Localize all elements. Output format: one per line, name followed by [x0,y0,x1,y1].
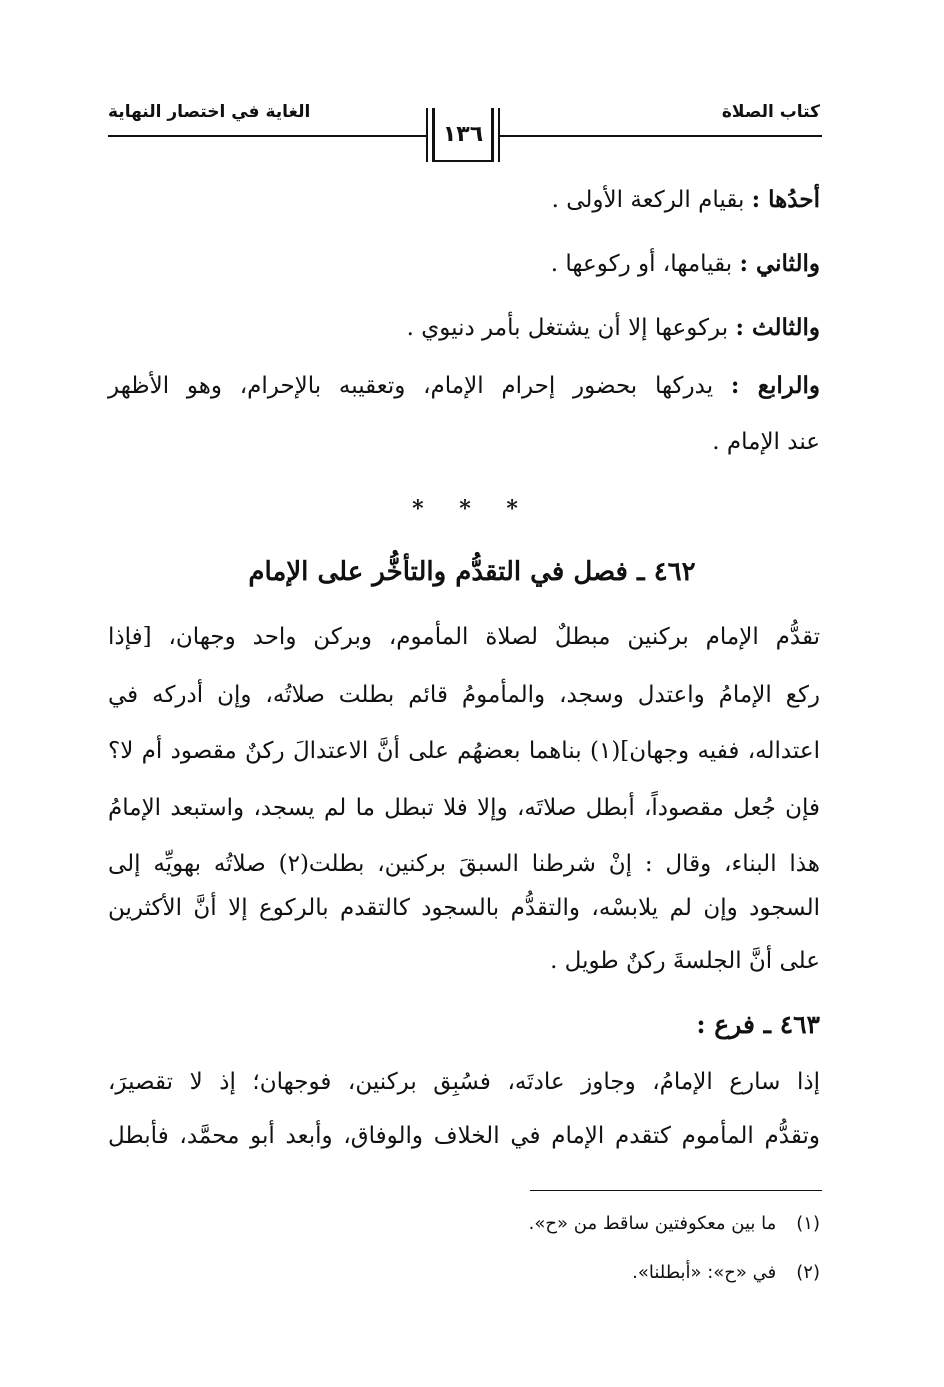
paragraph-line: فإن جُعل مقصوداً، أبطل صلاتَه، وإلا فلا تبطل ما لم يسجد، واستبعد الإمامُ [108,795,820,821]
book-title: الغاية في اختصار النهاية [108,102,311,122]
footnote [529,1213,820,1234]
paragraph-line: تقدُّم الإمام بركنين مبطلٌ لصلاة المأموم، وبركن واحد وجهان، [فإذا [108,624,820,650]
paragraph-line: ركع الإمامُ واعتدل وسجد، والمأمومُ قائم بطلت صلاتُه، وإن أدركه في [108,682,820,708]
section-heading: ٤٦٢ ـ فصل في التقدُّم والتأخُّر على الإمام [248,557,696,587]
intro-item: والرابع : يدركها بحضور إحرام الإمام، وتعقيبه بالإحرام، وهو الأظهر [108,372,820,399]
section-separator: * * * [412,496,532,522]
intro-item: والثاني : بقيامها، أو ركوعها . [550,250,820,277]
header-rule-right [500,135,822,137]
paragraph-line: إذا سارع الإمامُ، وجاوز عادتَه، فسُبِق بركنين، فوجهان؛ إذ لا تقصيرَ، [108,1069,820,1095]
intro-continuation: عند الإمام . [712,429,820,455]
footnote-rule [530,1190,822,1191]
paragraph-line: هذا البناء، وقال : إنْ شرطنا السبقَ بركنين، بطلت(٢) صلاتُه بهويِّه إلى [108,851,820,877]
branch-heading: ٤٦٣ ـ فرع : [696,1010,820,1039]
paragraph-line: اعتداله، ففيه وجهان](١) بناهما بعضهُم على أنَّ الاعتدالَ ركنٌ مقصود أم لا؟ [108,738,820,764]
page-number-frame [426,108,500,162]
chapter-title: كتاب الصلاة [721,102,820,122]
footnote-mark: (٢) [796,1262,820,1283]
paragraph-line: وتقدُّم المأموم كتقدم الإمام في الخلاف والوفاق، وأبعد أبو محمَّد، فأبطل [108,1123,820,1149]
page-number: ١٣٦ [442,122,484,147]
footnote-text: في «ح»: «أبطلنا». [632,1262,777,1283]
paragraph-line: على أنَّ الجلسةَ ركنٌ طويل . [550,948,820,974]
footnote-mark: (١) [796,1213,820,1234]
paragraph-line: السجود وإن لم يلابسْه، والتقدُّم بالسجود كالتقدم بالركوع إلا أنَّ الأكثرين [108,895,820,921]
intro-item: والثالث : بركوعها إلا أن يشتغل بأمر دنيوي . [406,314,820,341]
intro-item: أحدُها : بقيام الركعة الأولى . [551,186,820,213]
footnote [632,1262,820,1283]
footnote-text: ما بين معكوفتين ساقط من «ح». [528,1213,777,1234]
header-rule-left [108,135,426,137]
